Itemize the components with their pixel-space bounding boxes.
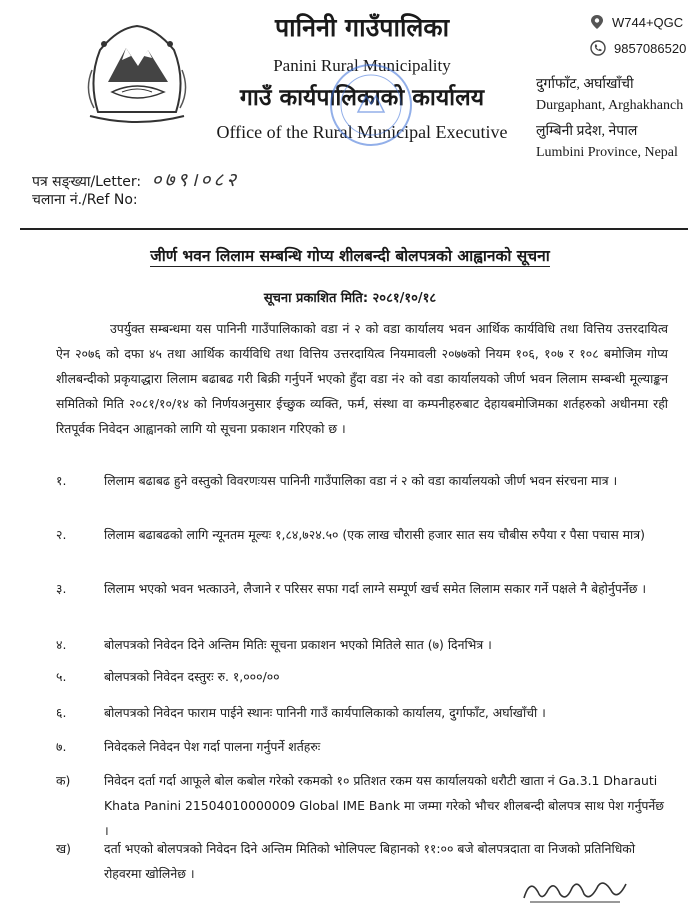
phone-icon [590,40,606,56]
item-text: लिलाम भएको भवन भत्काउने, लैजाने र परिसर सफा गर्दा लाग्ने सम्पूर्ण खर्च समेत लिलाम सकार गर्ने पक्षले नै बेहोर्नुपर्नेछ । [104,581,647,596]
office-title-english: Office of the Rural Municipal Executive [216,122,508,142]
list-item [56,522,668,547]
item-text: निवेदन दर्ता गर्दा आफूले बोल कबोल गरेको रकमको १० प्रतिशत रकम यस कार्यालयको धरौटी खाता नं Ga.3.1 Dharauti Khata Panini 21504010000009 Global IME Bank मा जम्मा गरेको भौचर शीलबन्दी बोलपत्र साथ पेश गर्नुपर्नेछ । [104,773,664,838]
location-code: W744+QGC [612,14,684,30]
notice-subject [20,244,680,266]
address-line: लुम्बिनी प्रदेश, नेपाल [536,124,638,139]
item-text: बोलपत्रको निवेदन दिने अन्तिम मितिः सूचना प्रकाशन भएको मितिले सात (७) दिनभित्र । [104,637,492,652]
office-title-nepali: गाउँ कार्यपालिकाको कार्यालय [239,85,485,111]
ref-label: चलाना नं./Ref No: [32,192,138,208]
item-text: लिलाम बढाबढ हुने वस्तुको विवरणःयस पानिनी गाउँपालिका वडा नं २ को वडा कार्यालयको जीर्ण भवन संरचना मात्र । [104,473,618,488]
municipality-title-nepali: पानिनी गाउँपालिका [274,13,450,42]
item-number: ४. [56,637,67,652]
item-number: १. [56,473,67,488]
item-number: क) [56,773,71,788]
handwritten-signature [520,872,630,908]
item-text: दर्ता भएको बोलपत्रको निवेदन दिने अन्तिम मितिको भोलिपल्ट बिहानको ११:०० बजे बोलपत्रदाता वा निजको प्रतिनिधिको रोहवरमा खोलिनेछ । [104,841,636,881]
nepal-emblem-logo [78,20,196,128]
ref-number-row [32,190,138,209]
item-number: ६. [56,705,67,720]
list-item [56,664,668,689]
municipality-title-english: Panini Rural Municipality [273,56,451,75]
address-line: Lumbini Province, Nepal [536,145,678,160]
item-number: ३. [56,581,67,596]
letter-number-row [32,166,239,192]
letter-label: पत्र सङ्ख्या/Letter: [32,174,142,190]
location-pin-icon [590,14,604,30]
item-text: लिलाम बढाबढको लागि न्यूनतम मूल्यः १,८४,७२४.५० (एक लाख चौरासी हजार सात सय चौबीस रुपैया र पैसा पचास मात्र) [104,527,645,542]
list-item [56,468,668,493]
address-line: Durgaphant, Arghakhanch [536,98,684,113]
published-date: सूचना प्रकाशित मिति: २०८१/१०/१८ [263,291,437,306]
notice-subject-text: जीर्ण भवन लिलाम सम्बन्धि गोप्य शीलबन्दी बोलपत्रको आह्वानको सूचना [150,247,550,265]
phone-contact [590,40,686,56]
office-stamp [322,56,420,154]
item-text: बोलपत्रको निवेदन दस्तुरः रु. १,०००/०० [104,669,280,684]
location-contact [590,14,683,30]
list-item [56,768,668,843]
list-item [56,734,668,759]
intro-paragraph: उपर्युक्त सम्बन्धमा यस पानिनी गाउँपालिकाको वडा नं २ को वडा कार्यालय भवन आर्थिक कार्यविधि तथा वित्तिय उत्तरदायित्व ऐन २०७६ को दफा ४५ तथा आर्थिक कार्यविधि तथा वित्तिय उत्तरदायित्व नियमावली २०७७को नियम १०६, १०७ र १०८ बमोजिम गोप्य शीलबन्दीको प्रकृयाद्धारा लिलाम बढाबढ गरी बिक्री गर्नुपर्ने भएको हुँदा वडा नं२ को वडा कार्यालयको जीर्ण भवन लिलाम सम्बन्धी मूल्याङ्कन समितिको मिति २०८१/१०/१४ को निर्णयअनुसार ईच्छुक व्यक्ति, फर्म, संस्था वा कम्पनीहरुबाट देहायबमोजिमका शर्तहरुको अधीनमा रही रितपूर्वक निवेदन आह्वानको लागि यो सूचना प्रकाशन गरिएको छ । [56,321,668,436]
item-text: बोलपत्रको निवेदन फाराम पाईने स्थानः पानिनी गाउँ कार्यपालिकाको कार्यालय, दुर्गाफाँट, अर्घाखाँची । [104,705,546,720]
list-item [56,632,668,657]
item-number: ख) [56,841,71,856]
letter-number-handwritten: ०७९।०८२ [151,169,240,191]
item-number: ५. [56,669,67,684]
item-number: ७. [56,739,67,754]
header-divider [20,228,688,230]
list-item [56,700,668,725]
item-number: २. [56,527,67,542]
item-text: निवेदकले निवेदन पेश गर्दा पालना गर्नुपर्ने शर्तहरुः [104,739,321,754]
phone-number: 9857086520 [614,40,687,56]
list-item [56,576,668,601]
address-line: दुर्गाफाँट, अर्घाखाँची [536,77,634,92]
